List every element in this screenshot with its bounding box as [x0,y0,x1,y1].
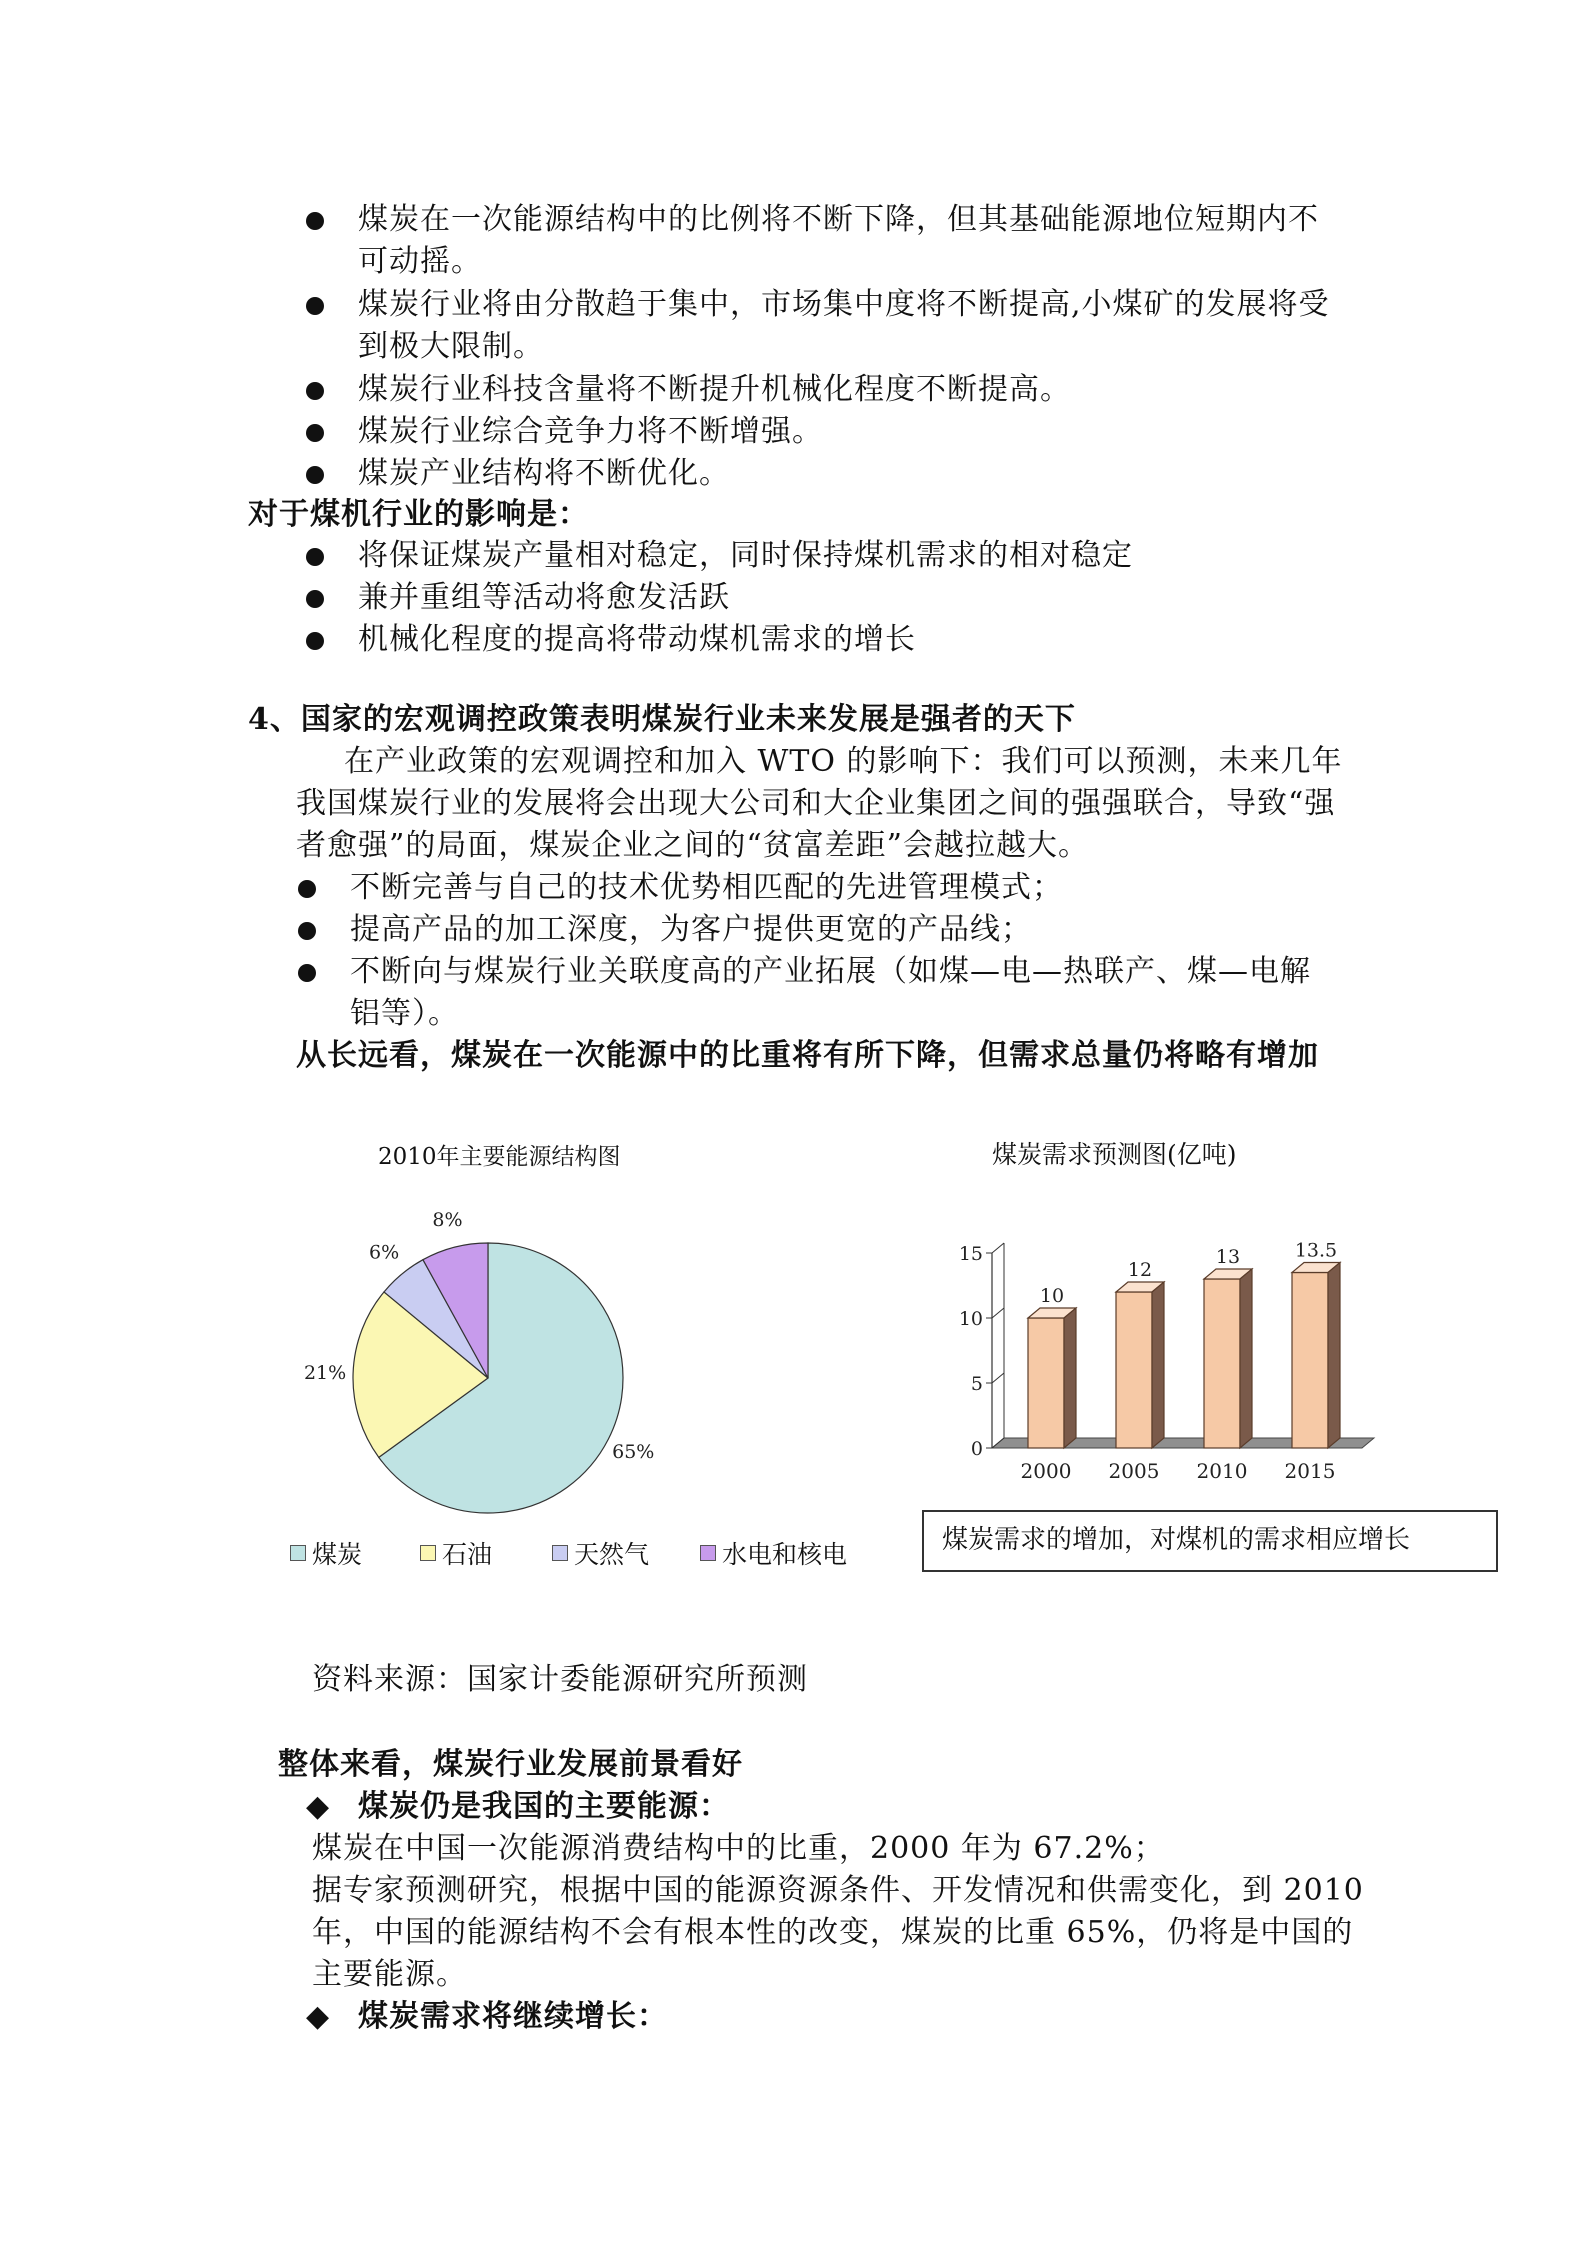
y-tick-label: 10 [958,1308,983,1330]
section4-heading: 4、国家的宏观调控政策表明煤炭行业未来发展是强者的天下 [248,702,1076,737]
bullet-text: 不断完善与自己的技术优势相匹配的先进管理模式； [350,870,1063,905]
section4-para-line: 我国煤炭行业的发展将会出现大公司和大企业集团之间的强强联合，导致“强 [296,786,1336,821]
source-note: 资料来源：国家计委能源研究所预测 [312,1662,808,1697]
legend-swatch [290,1545,306,1561]
bar-title: 煤炭需求预测图(亿吨) [992,1140,1237,1169]
pie-svg [270,1130,910,1550]
legend-item [290,1535,362,1571]
x-tick-label: 2015 [1284,1459,1336,1483]
bullet-dot [306,382,324,400]
bar-side [1328,1263,1340,1449]
bullet-text: 铝等）。 [350,996,459,1031]
legend-item [552,1535,649,1571]
bar-side [1240,1269,1252,1448]
overall-para-line: 据专家预测研究，根据中国的能源资源条件、开发情况和供需变化，到 2010 [312,1873,1364,1908]
overall-para-line: 主要能源。 [312,1957,467,1992]
bullet-text: 煤炭行业综合竞争力将不断增强。 [358,414,823,449]
bar-side [1152,1282,1164,1448]
pie-legend [290,1535,910,1575]
legend-item [700,1535,847,1571]
bullet-dot [306,632,324,650]
overall-heading: 整体来看，煤炭行业发展前景看好 [278,1747,743,1782]
y-tick-depth [992,1308,1004,1318]
bullet-text: 煤炭在一次能源结构中的比例将不断下降，但其基础能源地位短期内不 [358,202,1319,237]
bullet-dot [298,922,316,940]
bullet-text: 机械化程度的提高将带动煤机需求的增长 [358,622,916,657]
overall-para-line: 年，中国的能源结构不会有根本性的改变，煤炭的比重 65%，仍将是中国的 [312,1915,1354,1950]
bullet-dot [306,590,324,608]
bar-svg [920,1130,1400,1500]
bar-chart [920,1130,1400,1500]
bullet-dot [298,964,316,982]
legend-swatch [552,1545,568,1561]
bullet-text: 煤炭行业科技含量将不断提升机械化程度不断提高。 [358,372,1071,407]
bullet-dot [306,424,324,442]
legend-label: 煤炭 [312,1540,363,1569]
y-tick-depth [992,1243,1004,1253]
bullet-dot [306,297,324,315]
bullet-dot [298,880,316,898]
bar [1028,1318,1064,1448]
bar-note: 煤炭需求的增加，对煤机的需求相应增长 [942,1525,1411,1555]
bullet-text: 煤炭行业将由分散趋于集中，市场集中度将不断提高,小煤矿的发展将受 [358,287,1330,322]
diamond-heading: 煤炭仍是我国的主要能源： [358,1789,730,1824]
bar-side [1064,1308,1076,1448]
x-tick-label: 2000 [1020,1459,1072,1483]
bullet-dot [306,548,324,566]
bar [1116,1292,1152,1448]
bar-note-box [922,1510,1498,1572]
legend-item [420,1535,492,1571]
bar [1204,1279,1240,1448]
bullet-text: 将保证煤炭产量相对稳定，同时保持煤机需求的相对稳定 [358,538,1133,573]
pie-value-label: 8% [432,1209,463,1232]
bar-value-label: 13.5 [1294,1239,1338,1262]
bullet-text: 煤炭产业结构将不断优化。 [358,456,730,491]
pie-title: 2010年主要能源结构图 [378,1144,621,1170]
legend-label: 水电和核电 [722,1540,848,1569]
bar-value-label: 12 [1127,1259,1153,1281]
bullet-text: 不断向与煤炭行业关联度高的产业拓展（如煤—电—热联产、煤—电解 [350,954,1311,989]
bar-value-label: 13 [1215,1246,1241,1268]
y-tick-depth [992,1373,1004,1383]
bullet-text: 到极大限制。 [358,329,544,364]
legend-label: 天然气 [574,1540,650,1569]
diamond-heading: 煤炭需求将继续增长： [358,1999,668,2034]
bullet-text: 可动摇。 [358,244,482,279]
longterm-heading: 从长远看，煤炭在一次能源中的比重将有所下降，但需求总量仍将略有增加 [296,1038,1319,1073]
bar-value-label: 10 [1039,1285,1065,1307]
legend-swatch [700,1545,716,1561]
bullet-text: 兼并重组等活动将愈发活跃 [358,580,730,615]
pie-value-label: 21% [303,1361,347,1384]
y-tick-label: 5 [970,1373,983,1395]
overall-para-line: 煤炭在中国一次能源消费结构中的比重，2000 年为 67.2%； [312,1831,1165,1866]
bullet-dot [306,466,324,484]
x-tick-label: 2010 [1196,1459,1248,1483]
legend-label: 石油 [442,1540,493,1569]
section4-para-line: 者愈强”的局面，煤炭企业之间的“贫富差距”会越拉越大。 [296,828,1090,863]
impact-heading: 对于煤机行业的影响是： [248,497,589,532]
pie-chart [270,1130,910,1600]
bullet-text: 提高产品的加工深度，为客户提供更宽的产品线； [350,912,1032,947]
y-tick-label: 15 [958,1243,983,1265]
section4-para-line: 在产业政策的宏观调控和加入 WTO 的影响下：我们可以预测，未来几年 [344,744,1343,779]
pie-value-label: 65% [612,1441,655,1464]
diamond-icon: ◆ [306,1789,330,1824]
x-tick-label: 2005 [1108,1459,1160,1483]
diamond-icon: ◆ [306,1999,330,2034]
bullet-dot [306,212,324,230]
y-tick-label: 0 [970,1438,983,1460]
legend-swatch [420,1545,436,1561]
bar [1292,1273,1328,1449]
pie-value-label: 6% [369,1241,400,1264]
